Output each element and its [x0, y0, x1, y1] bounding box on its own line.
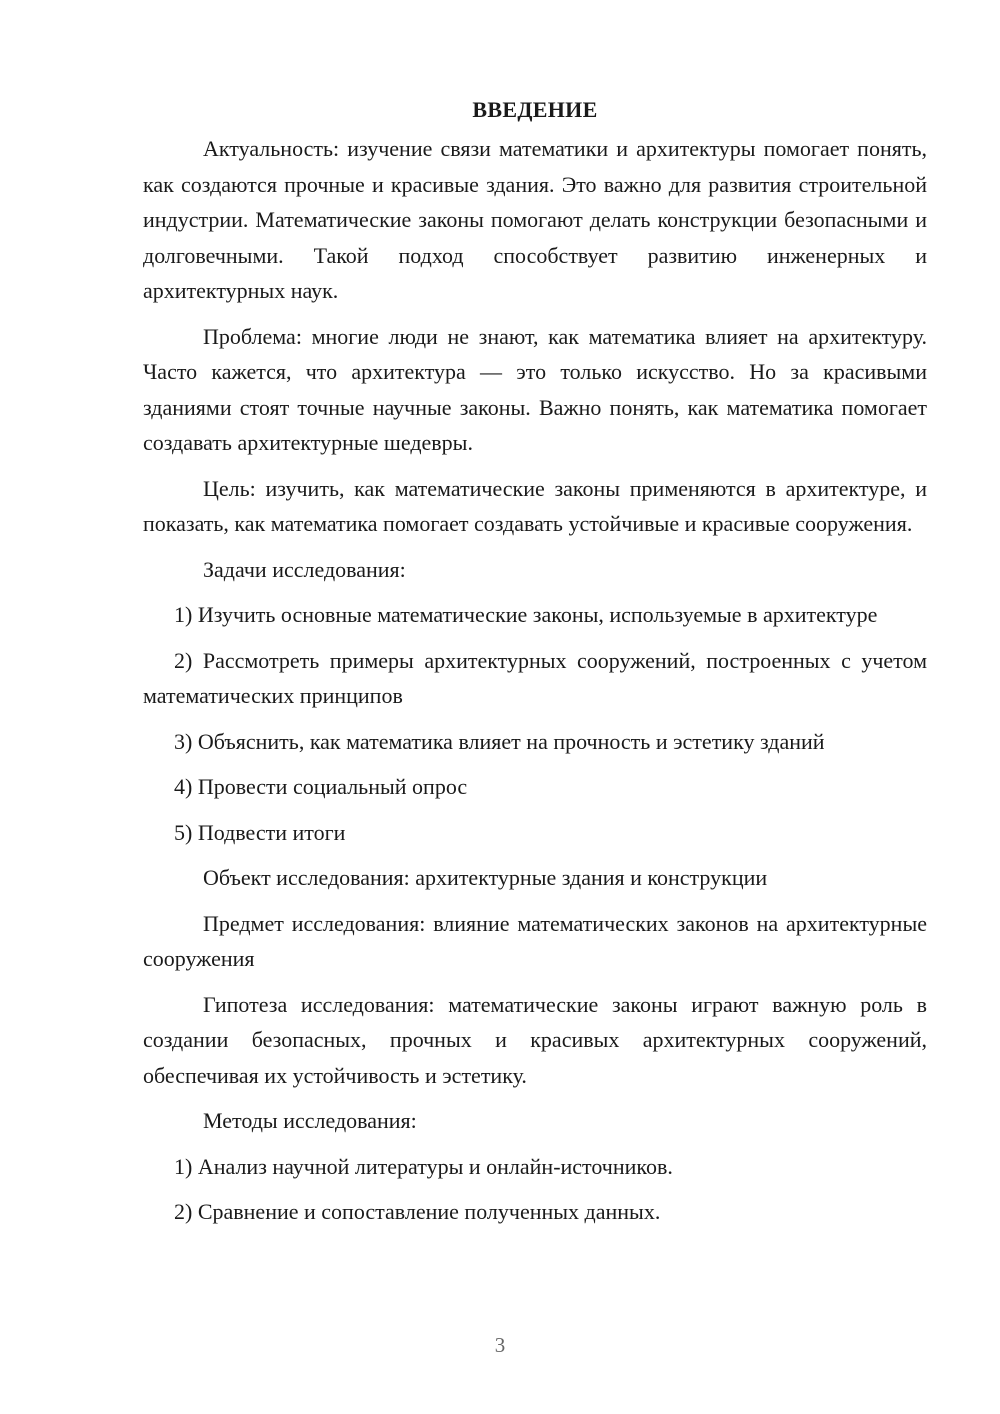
task-item-1: 1) Изучить основные математические законы, используемые в архитектуре — [174, 602, 878, 627]
task-item-3: 3) Объяснить, как математика влияет на прочность и эстетику зданий — [174, 728, 825, 754]
task-item-2: 2) Рассмотреть примеры архитектурных сооружений, построенных с учетом математических принципов — [143, 647, 927, 708]
paragraph-problem: Проблема: многие люди не знают, как математика влияет на архитектуру. Часто кажется, что архитектура — это только искусство. Но за красивыми зданиями стоят точные научные законы. Важно понять, как математика помогает создавать архитектурные шедевры. — [143, 323, 927, 455]
page-number: 3 — [494, 1333, 506, 1357]
method-item-1: 1) Анализ научной литературы и онлайн-источников. — [174, 1153, 673, 1179]
method-item-2: 2) Сравнение и сопоставление полученных данных. — [174, 1199, 661, 1224]
paragraph-hypothesis: Гипотеза исследования: математические законы играют важную роль в создании безопасных, прочных и красивых архитектурных сооружений, обеспечивая их устойчивость и эстетику. — [143, 991, 927, 1088]
paragraph-subject: Предмет исследования: влияние математических законов на архитектурные сооружения — [143, 910, 927, 971]
methods-heading: Методы исследования: — [203, 1108, 417, 1133]
tasks-heading: Задачи исследования: — [203, 556, 406, 582]
paragraph-object: Объект исследования: архитектурные здания и конструкции — [203, 865, 768, 890]
page-title: ВВЕДЕНИЕ — [472, 97, 598, 122]
document-page — [143, 95, 927, 1240]
paragraph-goal: Цель: изучить, как математические законы применяются в архитектуре, и показать, как математика помогает создавать устойчивые и красивые сооружения. — [143, 475, 927, 536]
task-item-4: 4) Провести социальный опрос — [174, 774, 468, 799]
paragraph-relevance: Актуальность: изучение связи математики и архитектуры помогает понять, как создаются прочные и красивые здания. Это важно для развития строительной индустрии. Математические законы помогают делать конструкции безопасными и долговечными. Такой подход способствует развитию инженерных и архитектурных наук. — [143, 136, 927, 303]
task-item-5: 5) Подвести итоги — [174, 819, 346, 845]
